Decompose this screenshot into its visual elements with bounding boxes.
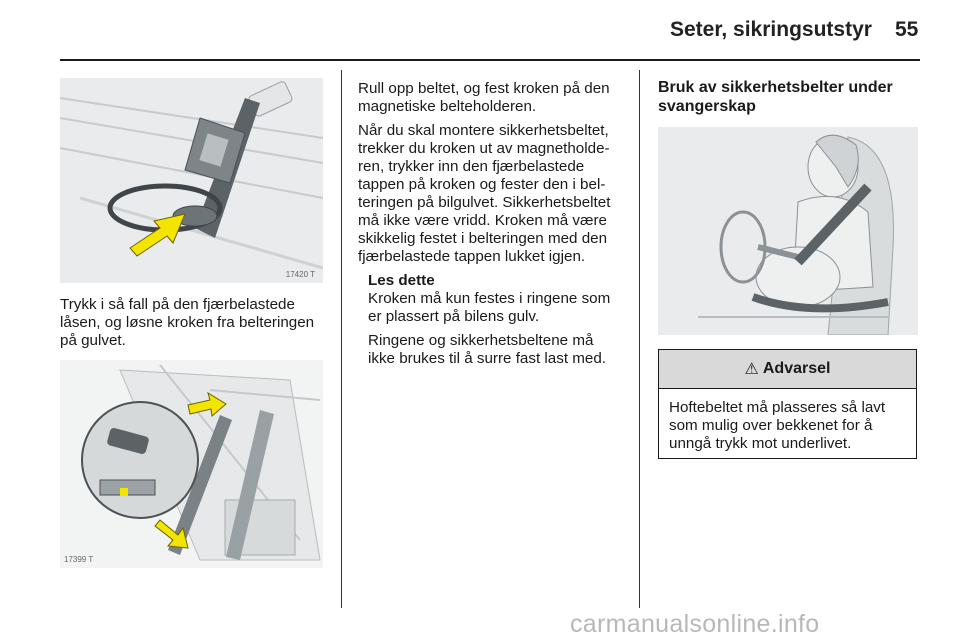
middle-column-text [358,80,623,374]
warning-title: Advarsel [762,360,831,377]
warning-box [658,349,917,459]
note-text-1: Kroken må kun festes i ringene som er plassert på bilens gulv. [368,290,611,325]
pregnancy-seatbelt-illustration [658,127,918,335]
middle-paragraph-2: Når du skal montere sikkerhetsbeltet, trekker du kroken ut av magnetholde-ren, trykker inn den fjærbelastede tappen på kroken og fester den i bel-teringen på bilgulvet. Sikkerhetsbeltet må ikke være vridd. Kroken må være skikkelig festet i belteringen med den fjærbelastede tappen lukket igjen. [358,122,611,265]
left-column-text [60,296,328,356]
note-text-2: Ringene og sikkerhetsbeltene må ikke brukes til å surre fast last med. [368,332,607,367]
middle-paragraph-1: Rull opp beltet, og fest kroken på den magnetiske belteholderen. [358,80,610,115]
figure-pregnancy-seatbelt [658,127,918,335]
figure-code: 17399 T [64,555,94,564]
column-divider-right [639,70,640,608]
floor-ring-illustration [60,78,323,283]
figure-code: 17420 T [285,270,315,279]
page-header-title: Seter, sikringsutstyr [670,18,872,41]
column-divider-left [341,70,342,608]
header-divider [60,59,920,61]
note-block [358,272,623,368]
figure-magnetic-holder [60,360,323,568]
left-paragraph: Trykk i så fall på den fjærbelastede låsen, og løsne kroken fra belteringen på gulvet. [60,296,315,349]
note-title: Les dette [368,272,435,289]
warning-triangle-icon: ⚠ [744,361,759,378]
watermark: carmanualsonline.info [570,610,820,638]
warning-header [659,350,916,389]
figure-floor-ring [60,78,323,283]
magnetic-holder-illustration [60,360,323,568]
section-heading: Bruk av sikkerhetsbelter under svangerskap [658,79,893,115]
page-number: 55 [895,18,919,41]
warning-text: Hoftebeltet må plasseres så lavt som mulig over bekkenet for å unngå trykk mot underlivet. [669,399,886,452]
